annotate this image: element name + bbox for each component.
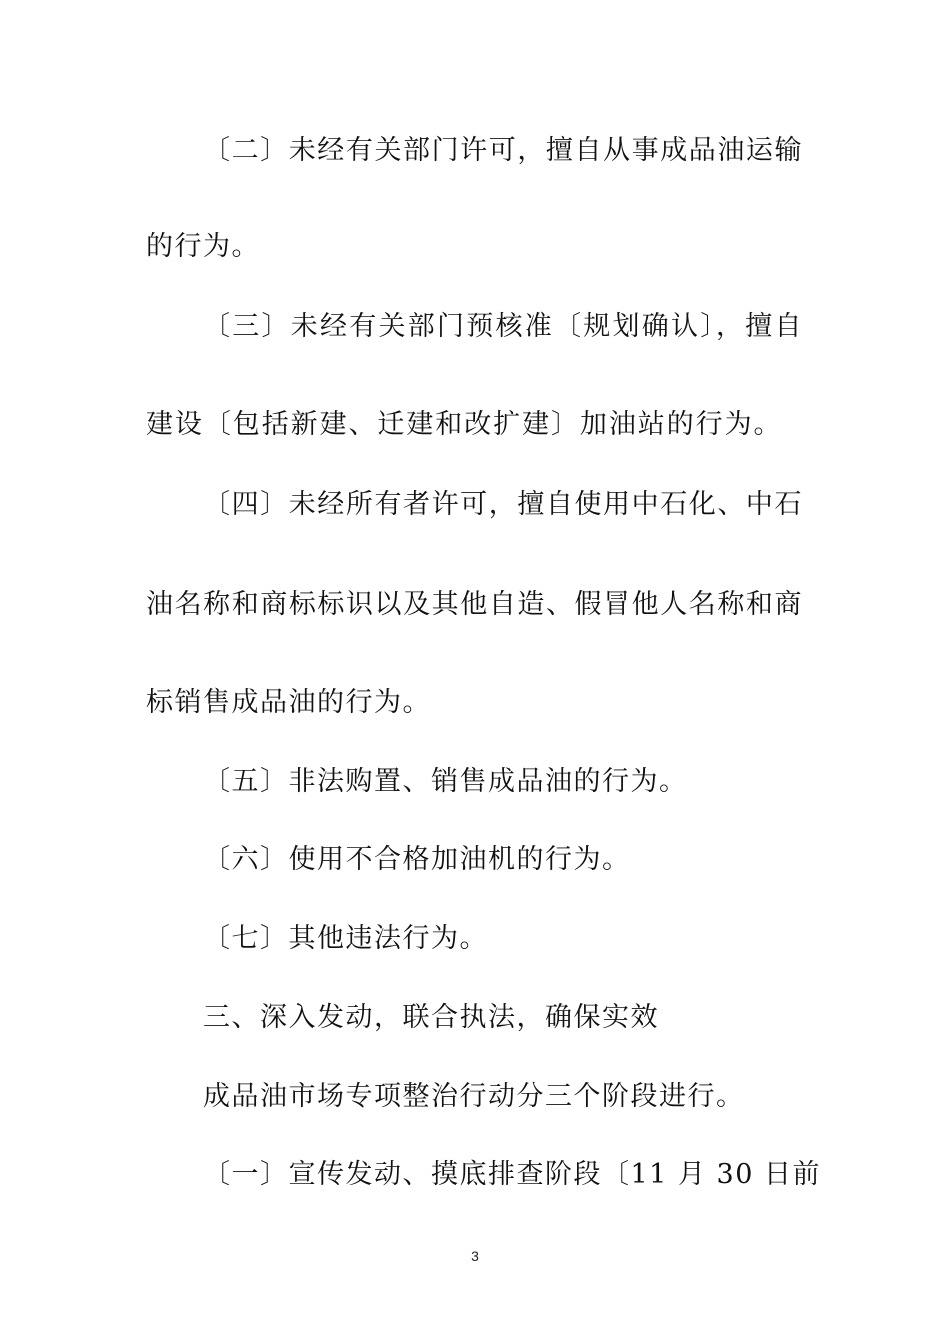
paragraph-line-1: 〔二〕未经有关部门许可，擅自从事成品油运输 — [203, 135, 803, 166]
paragraph-line-3: 〔三〕未经有关部门预核准〔规划确认〕，擅自 — [203, 311, 803, 342]
paragraph-line-5: 〔四〕未经所有者许可，擅自使用中石化、中石 — [203, 489, 803, 520]
page-number: 3 — [471, 1248, 479, 1264]
paragraph-line-2: 的行为。 — [146, 231, 260, 262]
paragraph-line-6: 油名称和商标标识以及其他自造、假冒他人名称和商 — [146, 589, 803, 620]
section-heading: 三、深入发动，联合执法，确保实效 — [203, 1002, 659, 1033]
paragraph-line-13: 〔一〕宣传发动、摸底排查阶段〔11 月 30 日前 — [203, 1159, 821, 1190]
paragraph-line-10: 〔七〕其他违法行为。 — [203, 923, 488, 954]
paragraph-line-7: 标销售成品油的行为。 — [146, 687, 431, 718]
paragraph-line-4: 建设〔包括新建、迁建和改扩建〕加油站的行为。 — [146, 409, 782, 440]
paragraph-line-12: 成品油市场专项整治行动分三个阶段进行。 — [203, 1081, 745, 1112]
paragraph-line-8: 〔五〕非法购置、销售成品油的行为。 — [203, 766, 688, 797]
paragraph-line-9: 〔六〕使用不合格加油机的行为。 — [203, 844, 631, 875]
